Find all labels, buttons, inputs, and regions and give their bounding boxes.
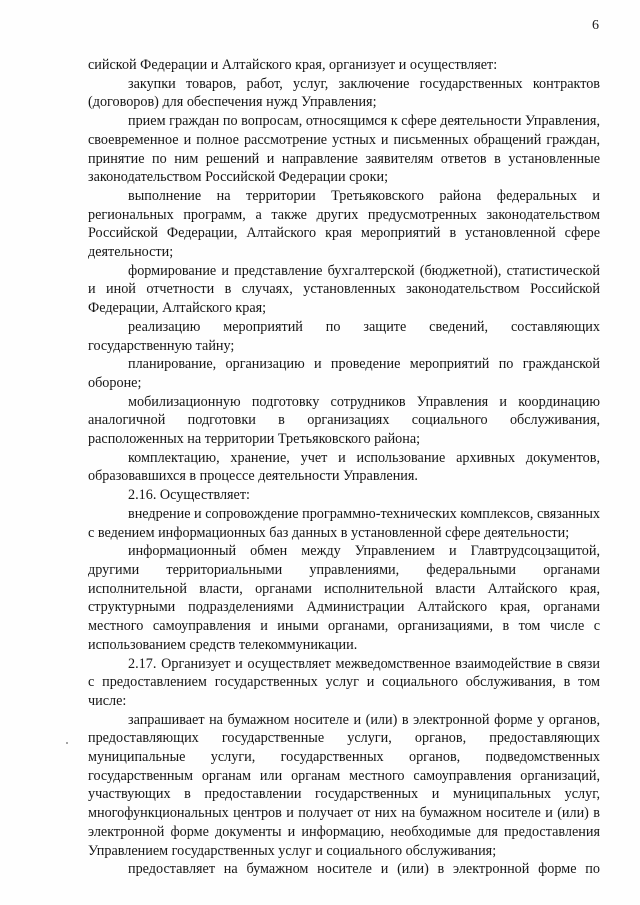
paragraph: комплектацию, хранение, учет и использование архивных документов, образовавшихся в процессе деятельности Управления. [88,449,600,485]
scan-speck [66,742,68,744]
paragraph: выполнение на территории Третьяковского района федеральных и региональных программ, а также других предусмотренных законодательством Российской Федерации, Алтайского края мероприятий в установленной сфере деятельности; [88,187,600,261]
paragraph: прием граждан по вопросам, относящимся к сфере деятельности Управления, своевременное и полное рассмотрение устных и письменных обращений граждан, принятие по ним решений и направление заявителям ответов в установленные законодательством Российской Федерации сроки; [88,113,600,186]
section-paragraph: 2.17. Организует и осуществляет межведомственное взаимодействие в связи с предоставлением государственных услуг и социального обслуживания, в том числе: [88,655,600,709]
paragraph: предоставляет на бумажном носителе и (или) в электронной форме по [128,861,600,878]
paragraph: информационный обмен между Управлением и Главтрудсоцзащитой, другими территориальными управлениями, федеральными органами исполнительной власти, органами исполнительной власти Алтайского края, структурными подразделениями Администрации Алтайского края, органами местного самоуправления и иными органами, организациями, в том числе с использованием средств телекоммуникации. [88,543,600,653]
paragraph: реализацию мероприятий по защите сведений, составляющих государственную тайну; [88,318,600,354]
page-number: 6 [592,18,599,33]
paragraph: сийской Федерации и Алтайского края, организует и осуществляет: [88,57,498,73]
paragraph: запрашивает на бумажном носителе и (или) в электронной форме у органов, предоставляющих государственные услуги, органов, предоставляющих муниципальные услуги, государственных органов, подведомственных государственным органам или органам местного самоуправления организаций, участвующих в предоставлении государственных и муниципальных услуг, многофункциональных центров и получает от них на бумажном носителе и (или) в электронной форме документы и информацию, необходимые для предоставления Управлением государственных услуг и социального обслуживания; [88,711,600,859]
paragraph: внедрение и сопровождение программно-технических комплексов, связанных с ведением информационных баз данных в установленной сфере деятельности; [88,505,600,541]
paragraph: планирование, организацию и проведение мероприятий по гражданской обороне; [88,356,600,391]
paragraph: формирование и представление бухгалтерской (бюджетной), статистической и иной отчетности в случаях, установленных законодательством Российской Федерации, Алтайского края; [88,262,600,317]
paragraph: закупки товаров, работ, услуг, заключение государственных контрактов (договоров) для обеспечения нужд Управления; [88,75,600,111]
document-body [88,56,600,879]
paragraph: мобилизационную подготовку сотрудников Управления и координацию аналогичной подготовки в организациях социального обслуживания, расположенных на территории Третьяковского района; [88,393,600,448]
section-heading: 2.16. Осуществляет: [128,487,250,504]
